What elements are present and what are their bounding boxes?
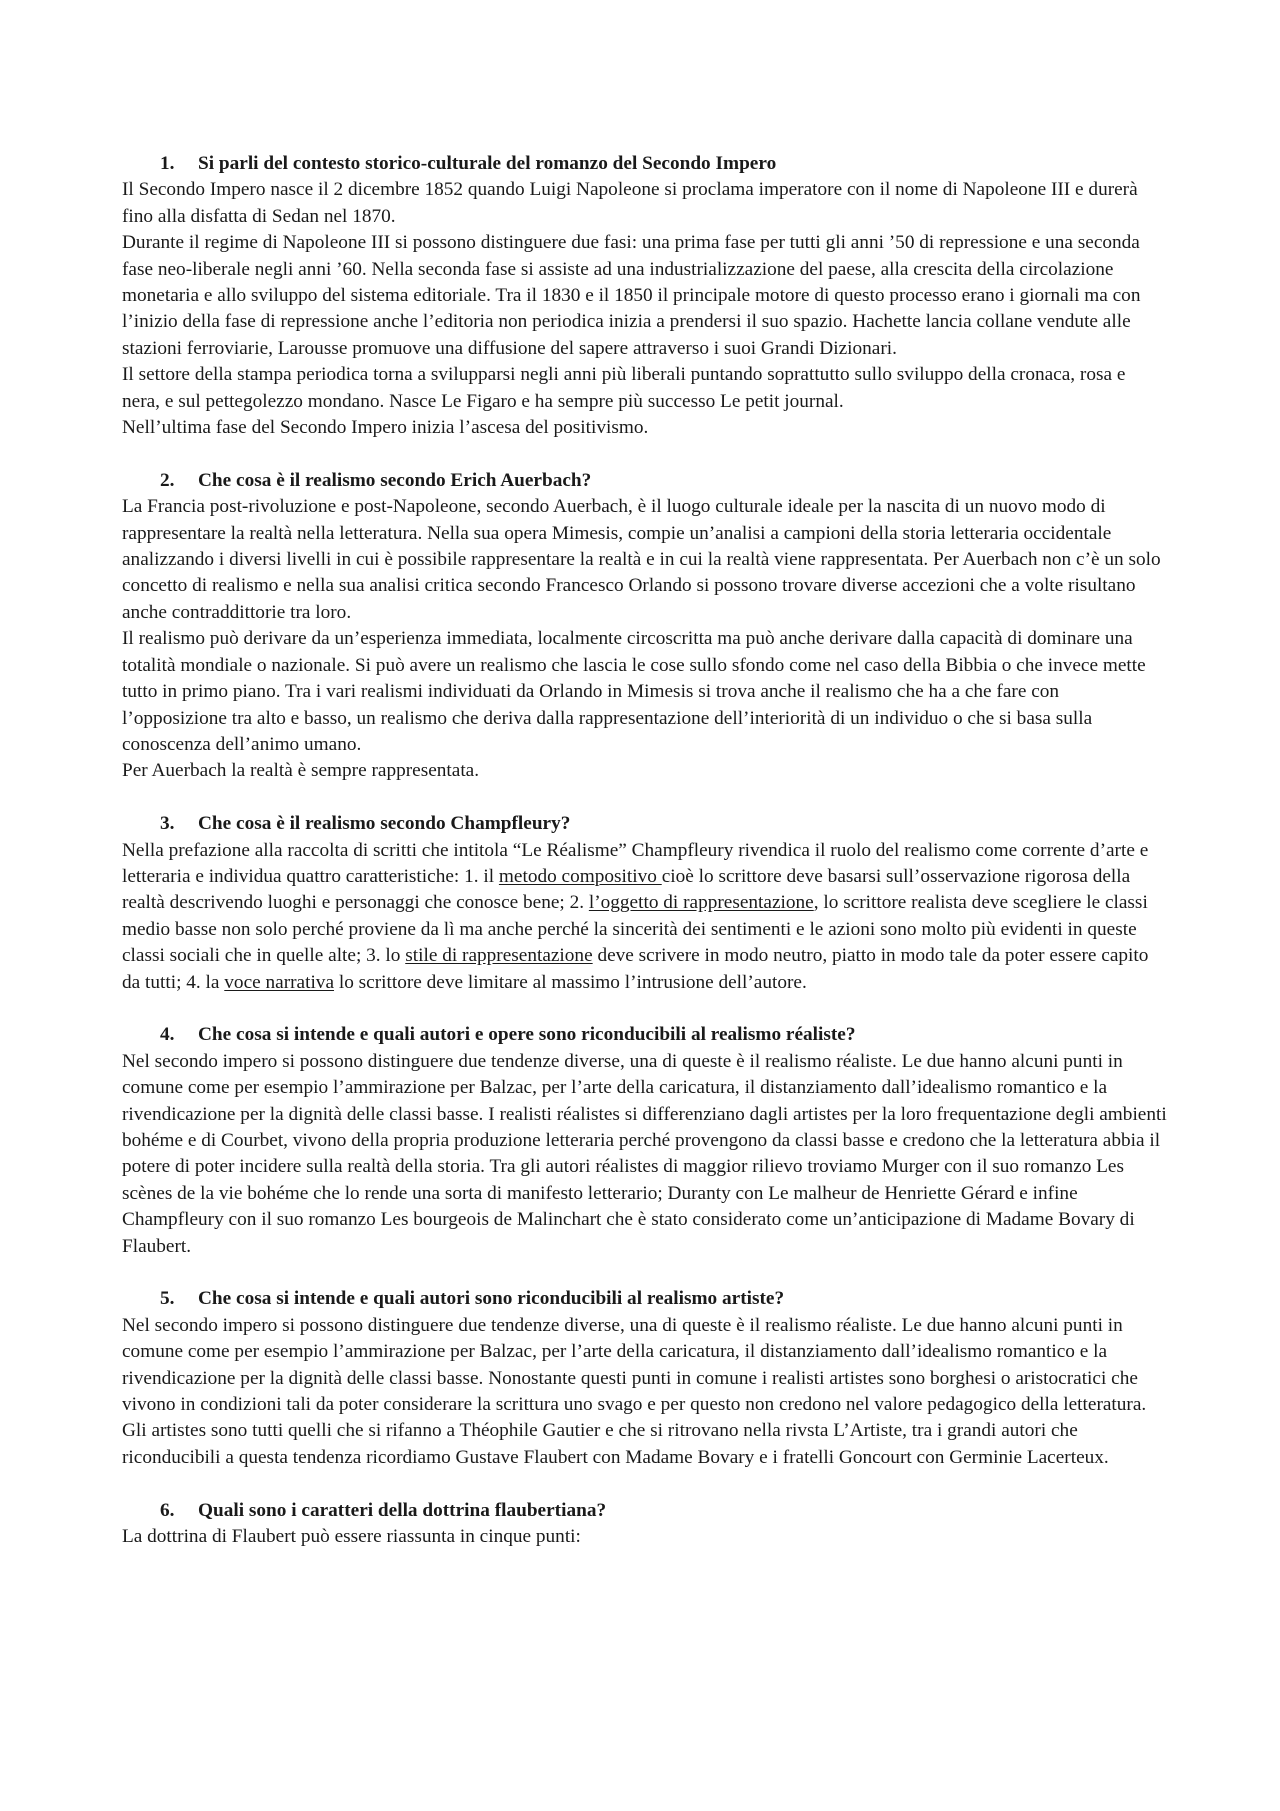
underlined-term: l’oggetto di rappresentazione	[588, 892, 814, 914]
section-title: Che cosa si intende e quali autori sono riconducibili al realismo artiste?	[198, 1288, 785, 1310]
paragraph: La Francia post-rivoluzione e post-Napoleone, secondo Auerbach, è il luogo culturale ideale per la nascita di un nuovo modo di rappresentare la realtà nella letteratura. Nella sua opera Mimesis, compie un’analisi a campioni della storia letteraria occidentale analizzando i diversi livelli in cui è possibile rappresentare la realtà e in cui la realtà viene rappresentata. Per Auerbach non c’è un solo concetto di realismo e nella sua analisi critica secondo Francesco Orlando si possono trovare diverse accezioni che a volte risultano anche contraddittorie tra loro.	[122, 496, 1161, 623]
paragraph: Gli artistes sono tutti quelli che si rifanno a Théophile Gautier e che si ritrovano nella rivsta L’Artiste, tra i grandi autori che riconducibili a questa tendenza ricordiamo Gustave Flaubert con Madame Bovary e i fratelli Goncourt con Germinie Lacerteux.	[122, 1420, 1109, 1468]
paragraph: Il Secondo Impero nasce il 2 dicembre 1852 quando Luigi Napoleone si proclama imperatore con il nome di Napoleone III e durerà fino alla disfatta di Sedan nel 1870.	[122, 179, 1138, 227]
section-number: 2.	[160, 469, 175, 491]
section-number: 1.	[160, 153, 175, 174]
spacer	[122, 441, 1167, 467]
paragraph: Nel secondo impero si possono distinguere due tendenze diverse, una di queste è il realismo réaliste. Le due hanno alcuni punti in comune come per esempio l’ammirazione per Balzac, per l’arte della caricatura, il distanziamento dall’idealismo romantico e la rivendicazione per la dignità delle classi basse. I realisti réalistes si differenziano dagli artistes per la loro frequentazione degli ambienti bohéme e di Courbet, vivono della propria produzione letteraria perché provengono da classi basse e credono che la letteratura abbia il potere di poter incidere sulla realtà della storia. Tra gli autori réalistes di maggior rilievo troviamo Murger con il suo romanzo Les scènes de la vie bohéme che lo rende una sorta di manifesto letterario; Duranty con Le malheur de Henriette Gérard e infine Champfleury con il suo romanzo Les bourgeois de Malinchart che è stato considerato come un’anticipazione di Madame Bovary di Flaubert.	[122, 1050, 1167, 1257]
section-heading	[122, 1286, 1167, 1312]
paragraph: Il settore della stampa periodica torna a svilupparsi negli anni più liberali puntando soprattutto sullo sviluppo della cronaca, rosa e nera, e sul pettegolezzo mondano. Nasce Le Figaro e ha sempre più successo Le petit journal.	[122, 364, 1126, 412]
section-number: 3.	[160, 813, 175, 835]
underlined-term: metodo compositivo	[498, 865, 662, 887]
section-title: Che cosa è il realismo secondo Erich Auerbach?	[198, 469, 592, 491]
section-number: 5.	[160, 1288, 175, 1310]
section-heading	[122, 151, 1167, 177]
paragraph: Nel secondo impero si possono distinguere due tendenze diverse, una di queste è il realismo réaliste. Le due hanno alcuni punti in comune come per esempio l’ammirazione per Balzac, per l’arte della caricatura, il distanziamento dall’idealismo romantico e la rivendicazione per la dignità delle classi basse. Nonostante questi punti in comune i realisti artistes sono borghesi o aristocratici che vivono in condizioni tali da poter considerare la scrittura uno svago e per questo non credono nel valore pedagogico della letteratura.	[122, 1314, 1147, 1416]
paragraph: Nell’ultima fase del Secondo Impero inizia l’ascesa del positivismo.	[122, 417, 649, 439]
underlined-term: voce narrativa	[224, 971, 335, 993]
section-title: Si parli del contesto storico-culturale del romanzo del Secondo Impero	[198, 153, 777, 174]
text-run: lo scrittore deve limitare al massimo l’intrusione dell’autore.	[334, 971, 807, 993]
section-heading	[122, 811, 1167, 837]
paragraph: Durante il regime di Napoleone III si possono distinguere due fasi: una prima fase per tutti gli anni ’50 di repressione e una seconda fase neo-liberale negli anni ’60. Nella seconda fase si assiste ad una industrializzazione del paese, alla crescita della circolazione monetaria e allo sviluppo del sistema editoriale. Tra il 1830 e il 1850 il principale motore di questo processo erano i giornali ma con l’inizio della fase di repressione anche l’editoria non periodica inizia a prendersi il suo spazio. Hachette lancia collane vendute alle stazioni ferroviarie, Larousse promuove una diffusione del sapere attraverso i suoi Grandi Dizionari.	[122, 232, 1141, 359]
section-title: Che cosa è il realismo secondo Champfleury?	[198, 813, 571, 835]
section-number: 4.	[160, 1024, 175, 1046]
section-title: Quali sono i caratteri della dottrina flaubertiana?	[198, 1499, 607, 1521]
spacer	[122, 785, 1167, 811]
text-run: Nella prefazione alla raccolta di scritti che intitola “Le Réalisme” Champfleury rivendica il ruolo del realismo come corrente d’arte e letteraria e individua quattro caratteristiche: 1. il	[122, 839, 1149, 887]
section-number: 6.	[160, 1499, 175, 1521]
spacer	[122, 996, 1167, 1022]
paragraph: Il realismo può derivare da un’esperienza immediata, localmente circoscritta ma può anche derivare dalla capacità di dominare una totalità mondiale o nazionale. Si può avere un realismo che lascia le cose sullo sfondo come nel caso della Bibbia o che invece mette tutto in primo piano. Tra i vari realismi individuati da Orlando in Mimesis si trova anche il realismo che ha a che fare con l’opposizione tra alto e basso, un realismo che deriva dalla rappresentazione dell’interiorità di un individuo o che si basa sulla conoscenza dell’animo umano.	[122, 628, 1146, 755]
text-run: cioè lo scrittore deve basarsi sull’osservazione rigorosa della realtà descrivendo luoghi e personaggi che conosce bene; 2.	[122, 865, 1131, 914]
document-page	[122, 151, 1167, 1550]
paragraph	[122, 838, 1167, 996]
section-heading	[122, 1022, 1167, 1048]
section-title: Che cosa si intende e quali autori e opere sono riconducibili al realismo réaliste?	[198, 1024, 856, 1046]
section-heading	[122, 468, 1167, 494]
section-heading	[122, 1498, 1167, 1524]
text-run: , lo scrittore realista deve scegliere le classi medio basse non solo perché proviene da lì ma anche perché la sincerità dei sentimenti e le azioni sono molto più evidenti in queste classi sociali che in quelle alte; 3. lo	[122, 892, 1148, 967]
paragraph: Per Auerbach la realtà è sempre rappresentata.	[122, 760, 480, 782]
text-run: deve scrivere in modo neutro, piatto in modo tale da poter essere capito da tutti; 4. la	[122, 945, 1149, 993]
underlined-term: stile di rappresentazione	[405, 945, 593, 967]
paragraph: La dottrina di Flaubert può essere riassunta in cinque punti:	[122, 1526, 581, 1548]
spacer	[122, 1260, 1167, 1286]
spacer	[122, 1471, 1167, 1497]
